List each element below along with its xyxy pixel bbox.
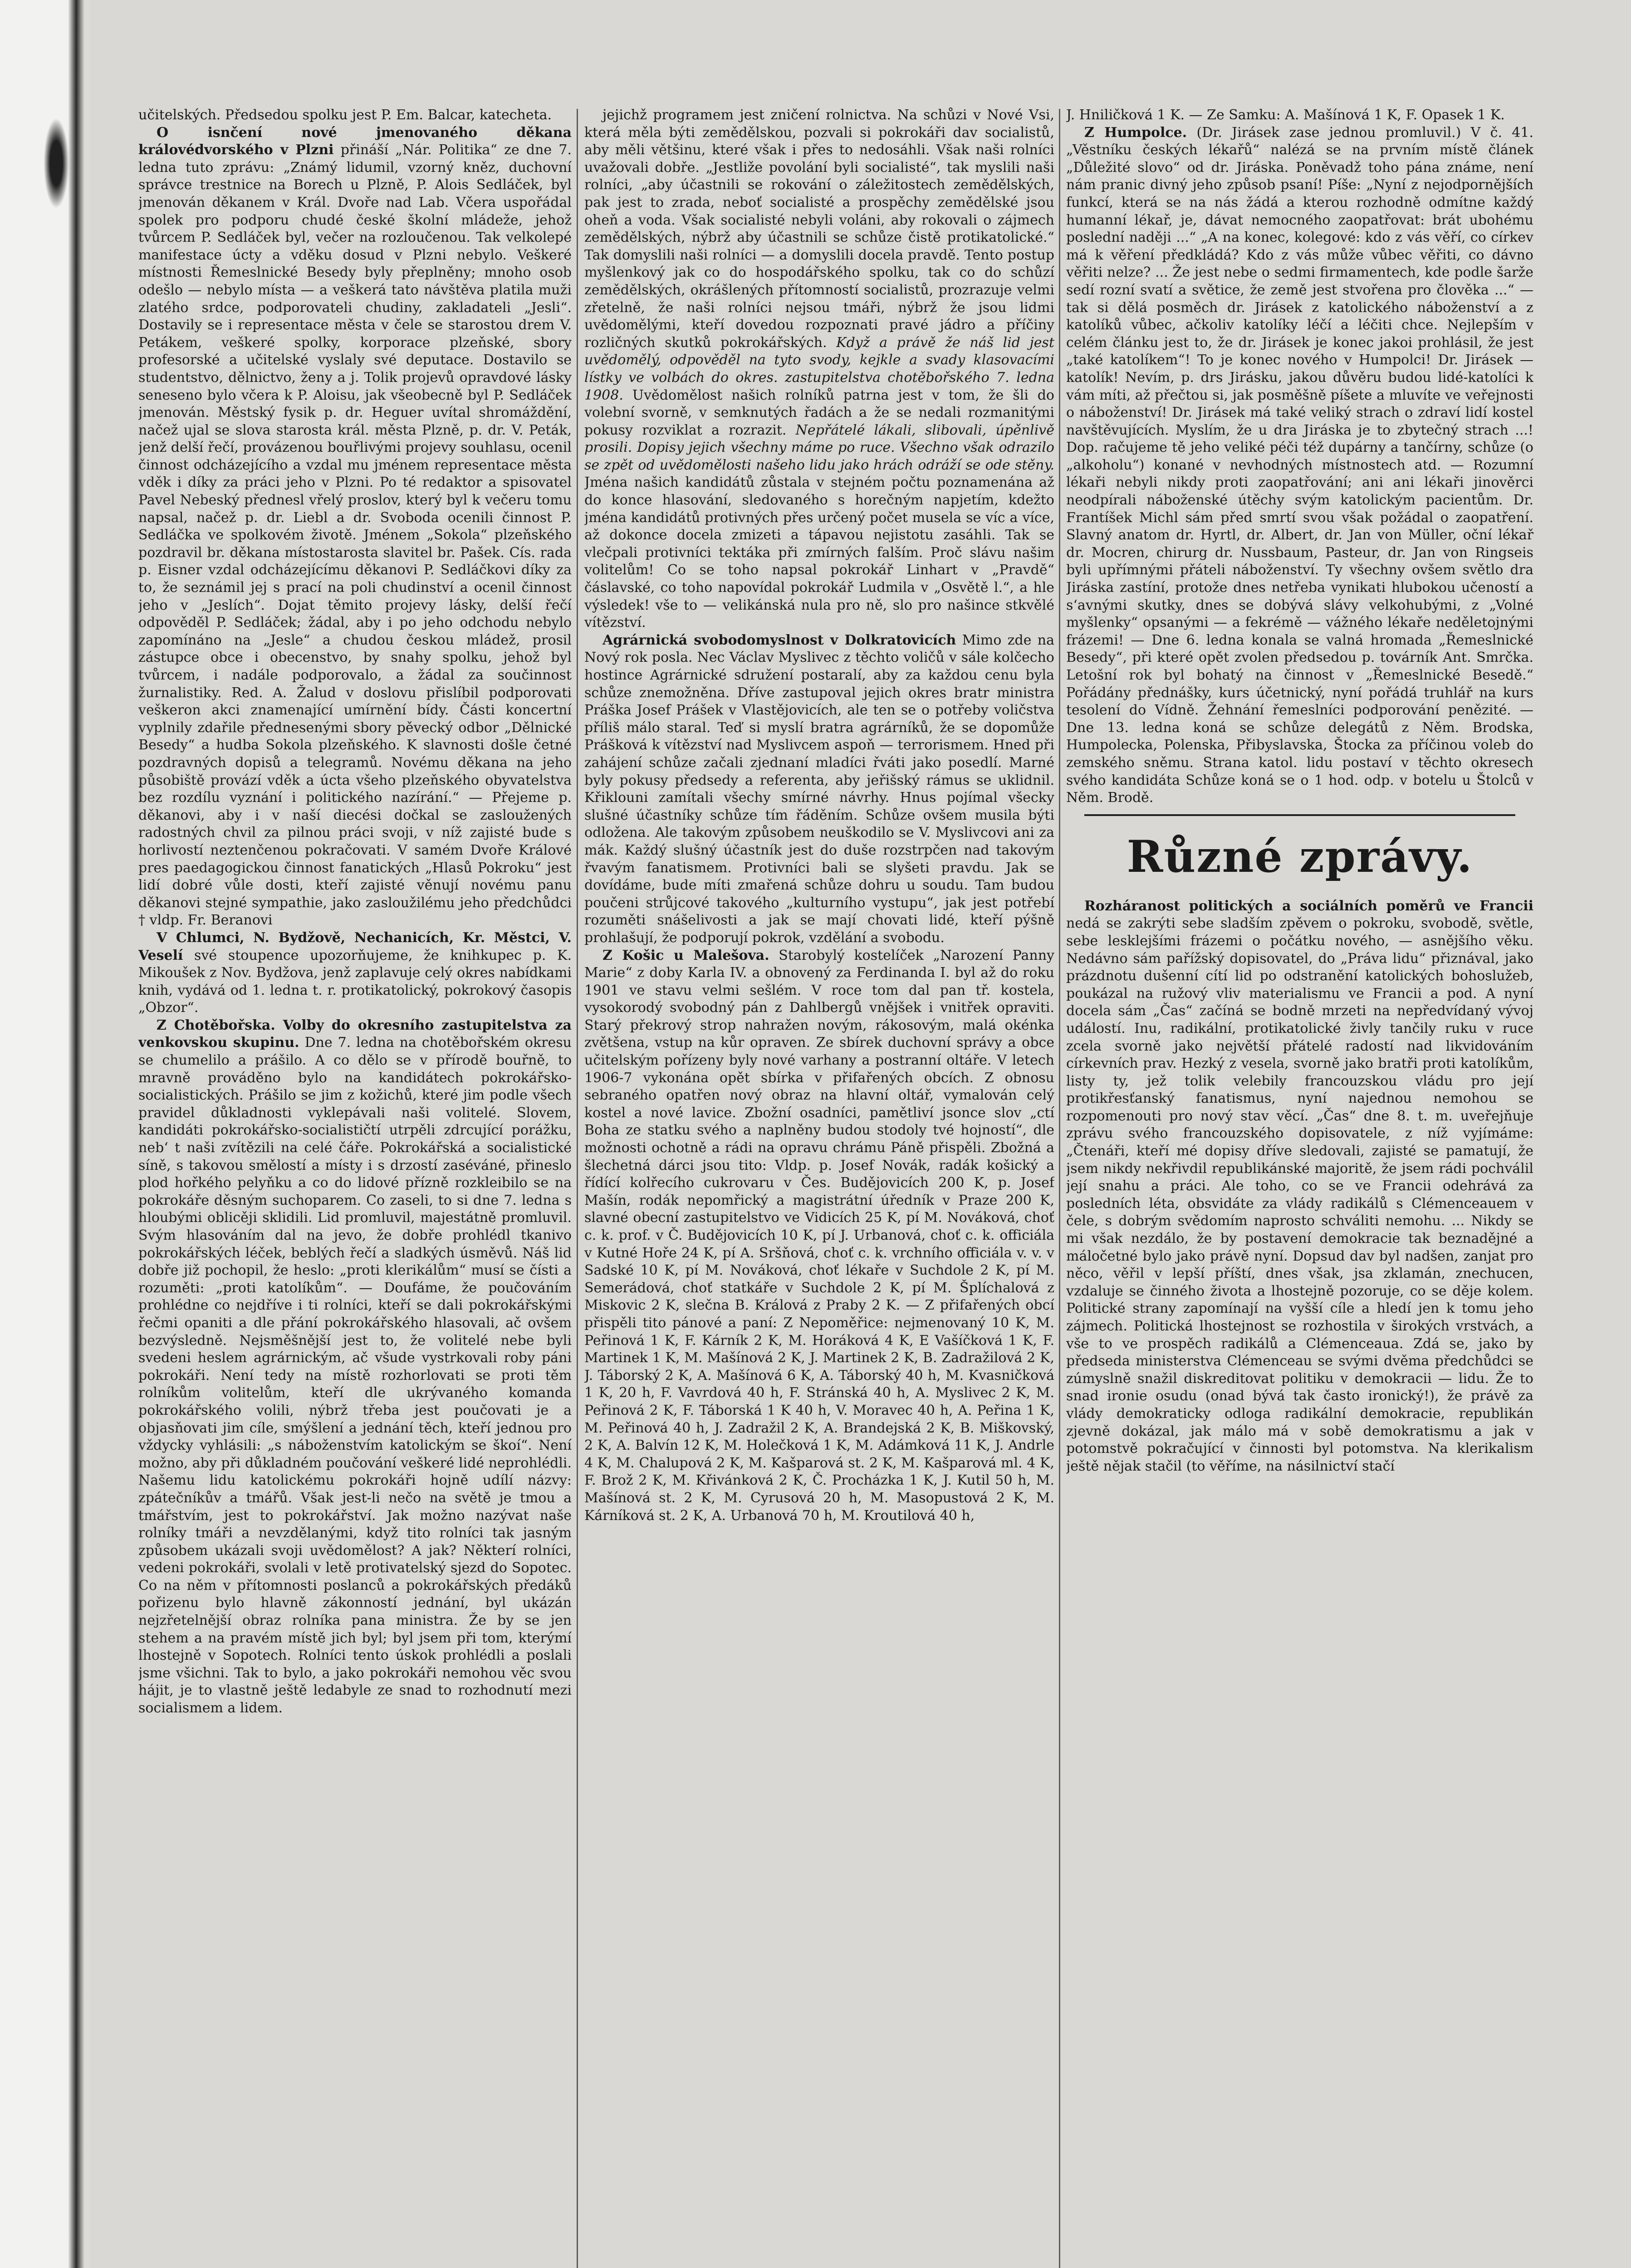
article-paragraph <box>138 124 572 929</box>
column-3 <box>1066 107 1533 2268</box>
article-paragraph <box>584 107 1054 632</box>
article-headline: O isnčení nové jmenovaného děkana královédvorského v Plzni <box>138 124 572 158</box>
article-paragraph <box>138 929 572 1017</box>
body-text: (Dr. Jirásek zase jednou promluvil.) V č. 41. „Věstníku českých lékařů“ nalézá se na prvním místě článek „Důležité slovo“ od dr. Jiráska. Poněvadž toho pána známe, není nám pranic divný jeho způsob psaní! Píše: „Nyní z nejodpornějších funkcí, která se na nás žádá a kterou rozhodně odmítne každý humanní lékař, je, dávat nemocného zaopatřovat: brát ubohému poslední naději ...“ „A na konec, kolegové: kdo z vás věří, co církev má k věření předkládá? Kdo z vás může vůbec věřiti, co dávno věřiti nelze? ... Že jest nebe o sedmi firmamentech, kde podle šarže sedí rozní svatí a světice, že země jest stvořena pro člověka ...“ — tak si dělá posměch dr. Jirásek z katolického náboženství a z katolíků vůbec, ačkoliv katolíky léčí a léčiti chce. Nejlepším v celém článku jest to, že dr. Jirásek je konec jakoi prohlásil, že jest „také katolíkem“! To je konec nového v Humpolci! Dr. Jirásek — katolík! Nevím, p. drs Jirásku, jakou důvěru budou lidé-katolíci k vám míti, až přečtou si, jak posměšně píšete a mluvíte ve veřejnosti o náboženství! Dr. Jirásek má také veliký strach o zdraví lidí kostel navštěvujících. Myslím, že u dra Jiráska je to zbytečný strach ...! Dop. račujeme tě jeho veliké péči též dupárny a tančírny, schůze (o „alkoholu“) konané v nevhodných místnostech atd. — Rozumní lékaři nebyli nikdy proti zaopatřování; ani ani lékaři jinověrci neodpírali náboženské útěchy svým katolickým pacientům. Dr. Frantíšek Michl sám před smrtí svou však požádal o zaopatření. Slavný anatom dr. Hyrtl, dr. Albert, dr. Jan von Müller, oční lékař dr. Mocren, chirurg dr. Nussbaum, Pasteur, dr. Jan von Ringseis byli upřímnými přáteli náboženství. Ty všechny ovšem světlo dra Jiráska zastíní, protože dnes netřeba vynikati hlubokou učeností a s‘avnými skutky, dnes se dobývá slávy velkohubými, z „Volné myšlenky“ opsanými — a fekrémě — vážného lékaře neděletojnými frázemi! — Dne 6. ledna konala se valná hromada „Řemeslnické Besedy“, při které opět zvolen předsedou p. továrník Ant. Smrčka. Letošní rok byl bohatý na činnost v „Řemeslnické Besedě.“ Pořádány přednášky, kurs účetnický, nyní pořádá truhlář na kurs tesolení do Vídně. Žehnání řemeslníci podporování penězité. — Dne 13. ledna koná se schůze delegátů z Něm. Brodska, Humpolecka, Polenska, Přibyslavska, Štocka za příčinou voleb do zemského sněmu. Strana katol. lidu postaví v těchto okresech svého kandidáta Schůze koná se o 1 hod. odp. v botelu u Štolců v Něm. Brodě. <box>1066 124 1533 806</box>
binding-hole <box>44 118 69 209</box>
body-text: Dne 7. ledna na chotěbořském okresu se chumelilo a prášilo. A co dělo se v přírodě bouřně, to mravně prováděno bylo na kandidátech pokrokářsko-socialistických. Prášilo se jim z kožichů, které jim podle všech pravidel důkladnosti vyklepávali naši volitelé. Slovem, kandidáti pokrokářsko-socialističtí utrpěli zdrcující porážku, neb‘ t naši zvítězili na celé čáře. Pokrokářská a socialistické síně, s takovou smělostí a místy i s drzostí zaséváné, přineslo plod hořkého pelyňku a co do lidové přízně rozkleibilo se na pokrokáře děsným suchoparem. Co zaseli, to si dne 7. ledna s hloubými oblicěji sklidili. Lid promluvil, majestátně promluvil. Svým hlasováním dal na jevo, že dobře prohlédl tkanivo pokrokářských léček, beblých řečí a sladkých úsměvů. Náš lid dobře již pochopil, že heslo: „proti klerikálům“ musí se čísti a rozuměti: „proti katolíkům“. — Doufáme, že poučováním prohlédne co nejdříve i ti rolníci, kteří se dali pokrokářskými řečmi opaniti a dle přání pokrokářského hlasovali, ač ovšem bezvýsledně. Nejsměšnější jest to, že volitelé nebe byli svedeni heslem agrárnickým, ač všude vystrkovali roby páni pokrokáři. Není tedy na místě rozhorlovati se proti těm rolníkům volitelům, kteří dle ukrývaného komanda pokrokářského volili, nýbrž třeba jest poučovati je a objasňovati jim cíle, smýšlení a jednání těch, kteří jednou pro vždycky vyhlásili: „s náboženstvím katolickým se škoí“. Není možno, aby při důkladném poučování veškeré lidé neprohlédli. Našemu lidu katolickému pokrokáři hojně udílí názvy: zpátečníkův a tmářů. Však jest-li nečo na světě je tmou a tmářstvím, jest to pokrokářství. Jak možno nazývat naše rolníky tmáři a nevzdělanými, když tito rolníci tak jasným způsobem ukázali svoji uvědomělost? A jak? Některí rolníci, vedeni pokrokáři, svolali v letě protivatelský sjezd do Sopotec. Co na něm v přítomnosti poslanců a pokrokářských předáků pořizenu bylo hlavně zákonností jednání, byl ukázán nejzřetelnější obraz rolníka pana ministra. Že by se jen stehem a na pravém místě jich byl; byl jsem při tom, kterýmí lhostejně v Sopotech. Rolníci tento úskok prohlédli a poslali jsme všichni. Tak to bylo, a jako pokrokáři nemohou věc svou hájit, je to vlastně ještě ledabyle ze snad to rozhodnutí mezi socialismem a lidem. <box>138 1035 572 1716</box>
column-rule-1 <box>577 109 578 2268</box>
section-rule <box>1084 814 1515 816</box>
article-paragraph <box>584 632 1054 947</box>
article-paragraph <box>138 1017 572 1717</box>
article-headline: Rozháranost politických a sociálních poměrů ve Francii <box>1084 898 1533 914</box>
column-1 <box>138 107 572 2268</box>
body-text: Uvědomělost našich rolníků patrna jest v tom, že šli do volební svorně, v semknutých řadách a že se nedali rozmanitými pokusy rozviklat a rozrazit. <box>584 387 1054 438</box>
body-text: učitelských. Předsedou spolku jest P. Em. Balcar, katecheta. <box>138 107 552 123</box>
body-text: Mimo zde na Nový rok posla. Nec Václav Myslivec z těchto voličů v sále kolčecho hostince Agrárnické sdružení postaralí, aby za každou cenu byla schůze znemožněna. Dříve zastupoval jejich okres bratr ministra Práška Josef Prášek v Vlastějovicích, ale ten se o potřeby voličstva příliš málo staral. Teď si myslí bratra agrárníků, že se dopomůže Prášková k vítězství nad Myslivcem aspoň — terrorismem. Hned při zahájení schůze začali zjednaní mladíci řváti jako posedlí. Marné byly pokusy předsedy a referenta, aby jeřišský rámus se uklidnil. Křiklouni zamítali všechy smírné návrhy. Hnus pojímal všecky slušné účastníky schůze tím řáděním. Schůze ovšem musila býti odložena. Ale takovým způsobem neuškodilo se V. Myslivcovi ani za mák. Každý slušný účastník jest do duše rozstrpčen nad takovým řvavým fanatismem. Protivníci bali se slyšeti pravdu. Jak se dovídáme, bude míti zmařená schůze dohru u soudu. Tam budou poučeni strůjcové takového „kulturního vystupu“, jak jest potřebí rozuměti snášelivosti a jak se mají chovati lidé, kteří pýšně prohlašují, že podporují pokrok, vzdělání a svobodu. <box>584 632 1054 946</box>
body-text: Jména našich kandidátů zůstala v stejném počtu poznamenána až do konce hlasování, sledovaného s horečným napjetím, kdežto jména kandidátů protivných přes určený počet musela se víc a více, až dokonce docela zmizeti a tápavou nejistotu zasáhli. Tak se vlečpali protivníci tektáka při zmírných falším. Proč slávu našim volitelům! Co se toho napsal pokrokář Linhart v „Pravdě“ čáslavské, co toho napovídal pokrokář Ludmila v „Osvětě l.“, a hle výsledek! vše to — velikánská nula pro ně, slo pro našince stkvělé vítězství. <box>584 474 1054 631</box>
scan-left-edge <box>0 0 91 2268</box>
body-text: své stoupence upozorňujeme, že knihkupec p. K. Mikoušek z Nov. Bydžova, jenž zaplavuje celý okres nabídkami knih, vydává od 1. ledna t. r. protikatolický, pokrokový časopis „Obzor“. <box>138 947 572 1016</box>
body-text: Starobylý kostelíček „Narození Panny Marie“ z doby Karla IV. a obnovený za Ferdinanda I. byl až do roku 1901 ve stavu velmi sešlém. V roce tom dal pan tř. kostela, vysokorodý svobodný pán z Dahlbergů vnějšek i vnitřek opraviti. Starý překrový strop nahražen novým, rákosovým, malá okénka zvětšena, vstup na kůr opraven. Ze sbírek duchovní správy a obce učitelským pořízeny byly nové varhany a postranní oltáře. V letech 1906-7 vykonána opět sbírka v přifařených obcích. Z obnosu sebraného opatřen nový obraz na hlavní oltář, vymalován celý kostel a nové lavice. Zbožní osadníci, pamětliví jsonce slov „ctí Boha ze statku svého a naplněny budou stodoly tvé hojností“, dle možnosti ochotně a rádi na opravu chrámu Páně přispěli. Zbožná a šlechetná dárci jsou tito: Vldp. p. Josef Novák, radák košický a řídící kolřecího cukrovaru v Čes. Budějovicích 200 K, p. Josef Mašín, rodák nepomřický a magistrátní úředník v Praze 200 K, slavné obecní zastupitelstvo ve Vidicích 25 K, pí M. Nováková, choť c. k. prof. v Č. Budějovicích 10 K, pí J. Urbanová, choť c. k. officiála v Kutné Hoře 24 K, pí A. Sršňová, choť c. k. vrchního officiála v. v. v Sadské 10 K, pí M. Nováková, choť lékaře v Suchdole 2 K, pí M. Semerádová, choť statkáře v Suchdole 2 K, pí M. Šplíchalová z Miskovic 2 K, slečna B. Králová z Praby 2 K. — Z přifařených obcí přispěli tito pánové a paní: Z Nepoměřice: nejmenovaný 10 K, M. Peřinová 1 K, F. Kárník 2 K, M. Horáková 4 K, E Vašíčková 1 K, F. Martinek 1 K, M. Mašínová 2 K, J. Martinek 2 K, B. Zadražilová 2 K, J. Táborský 2 K, A. Mašínová 6 K, A. Táborský 40 h, M. Kvasničková 1 K, 20 h, F. Vavrdová 40 h, F. Stránská 40 h, A. Myslivec 2 K, M. Peřinová 2 K, F. Táborská 1 K 40 h, V. Moravec 40 h, A. Peřina 1 K, M. Peřinová 40 h, J. Zadražil 2 K, A. Brandejská 2 K, B. Miškovský, 2 K, A. Balvín 12 K, M. Holečková 1 K, M. Adámková 11 K, J. Andrle 4 K, M. Chalupová 2 K, M. Kašparová st. 2 K, M. Kašparová ml. 4 K, F. Brož 2 K, M. Křivánková 2 K, Č. Procházka 1 K, J. Kutil 50 h, M. Mašínová st. 2 K, M. Cyrusová 20 h, M. Masopustová 2 K, M. Kárníková st. 2 K, A. Urbanová 70 h, M. Kroutilová 40 h, <box>584 947 1054 1524</box>
section-heading: Různé zprávy. <box>1127 831 1473 882</box>
article-paragraph <box>1066 124 1533 807</box>
body-text: J. Hniličková 1 K. — Ze Samku: A. Mašínová 1 K, F. Opasek 1 K. <box>1066 107 1505 123</box>
emphasis-text: Když a právě že náš lid jest uvědomělý, odpověděl na tyto svody, kejkle a svady klasovacími lístky ve volbách do okres. zastupitelstva chotěbořského 7. ledna 1908. <box>584 334 1054 403</box>
article-headline: Z Chotěbořska. Volby do okresního zastupitelstva za venkovskou skupinu. <box>138 1017 572 1051</box>
body-text: přináší „Nár. Politika“ ze dne 7. ledna tuto zprávu: „Známý lidumil, vzorný kněz, duchovní správce trestnice na Borech u Plzně, P. Alois Sedláček, byl jmenován děkanem v Král. Dvoře nad Lab. Včera uspořádal spolek pro podporu chudé české školní mládeže, jehož tvůrcem P. Sedláček byl, večer na rozloučenou. Tak velkolepé manifestace úcty a vděku dosud v Plzni nebylo. Veškeré místnosti Řemeslnické Besedy byly přeplněny; mnoho osob odešlo — nebylo místa — a veškerá tato návštěva platila muži zlatého srdce, podporovateli chudiny, zakladateli „Jesli“. Dostavily se i representace města v čele se starostou drem V. Petákem, veškeré spolky, korporace plzeňské, sbory profesorské a učitelské vyslaly své deputace. Dostavilo se studentstvo, dělnictvo, ženy a j. Tolik projevů opravdové lásky seneseno bylo včera k P. Aloisu, jak všeobecně byl P. Sedláček jmenován. Městský fysik p. dr. Heguer uvítal shromáždění, načež ujal se slova starosta král. města Plzně, p. dr. V. Peták, jenž delší řečí, provázenou bouřlivými projevy souhlasu, ocenil činnost odcházejícího a vzdal mu jménem representace města vděk i díky za práci jeho v Plzni. Po té redaktor a spisovatel Pavel Nebeský přednesl vřelý proslov, který byl k večeru tomu napsal, načež p. dr. Liebl a dr. Svoboda ocenili činnost P. Sedláčka ve spolkovém životě. Jménem „Sokola“ plzeňského pozdravil br. děkana místostarosta slavitel br. Pašek. Cís. rada p. Eisner vzdal odcházejícímu děkanovi P. Sedláčkovi díky za to, že seznámil jej s prací na poli chudinství a ocenil činnost jeho v „Jeslích“. Dojat těmito projevy lásky, delší řečí odpověděl P. Sedláček; žádal, aby i po jeho odchodu nebylo zapomínáno na „Jesle“ a chudou českou mládež, prosil zástupce obce i obecenstvo, by snahy spolku, jehož byl tvůrcem, i nadále podporovalo, a žádal za součinnost žurnalistiky. Red. A. Žalud v doslovu přislíbil podporovati veškeron akci znamenající umírnění bídy. Části koncertní vyplnily zdařile přednesenými sbory pěvecký odbor „Dělnické Besedy“ a hudba Sokola plzeňského. K slavnosti došle četné pozdravných dopisů a telegramů. Novému děkana na jeho působiště provází vděk a úcta všeho plzeňského obyvatelstva bez rozdílu vyznání i politického nazírání.“ — Přejeme p. děkanovi, aby i v naší diecési dočkal se zasloužených radostných chvil za pilnou práci svoji, v níž zajisté bude s horlivostí neztenčenou pokračovati. V samém Dvoře Králové pres paedagogickou činnost fanatických „Hlasů Pokroku“ jest lidí dobré vůle dosti, kteří zajisté věnují novému panu děkanovi stejné sympathie, jako zasloužilému jeho předchůdci † vldp. Fr. Beranovi <box>138 142 572 929</box>
article-headline: Z Košic u Malešova. <box>602 947 769 963</box>
body-text: nedá se zakrýti sebe sladším zpěvem o pokroku, svobodě, světle, sebe lesklejšími frázemi o počátku nového, — asnějšího věku. Nedávno sám pařížský dopisovatel, do „Práva lidu“ přiznával, jako prázdnotu dušenní cítí lid po odstranění katolických bohoslužeb, poukázal na ružový vliv materialismu ve Francii a pod. A nyní docela sám „Čas“ začíná se bodně mrzeti na nepředvídaný vývoj událostí. Inu, radikální, protikatolické živly tančily ruku v ruce zcela svorně jako největší přátelé radostí nad likvidováním církevních prav. Hezký z vesela, svorně jako bratři proti katolíkům, listy ty, jež tolik velebily francouzskou vládu pro její protikřesťanský fanatismus, nyní najednou nemohou se rozpomenouti pro nový stav věcí. „Čas“ dne 8. t. m. uveřejňuje zprávu svého francouzského dopisovatele, z níž vyjímáme: „Čtenáři, kteří mé dopisy dříve sledovali, zajisté se pamatují, že jsem nikdy nekřivdil republikánské majoritě, že jsem rádi pochválil její snahu a práci. Ale toho, co se ve Francii odehrává za posledních léta, obsvidáte za vlády radikálů s Clémenceauem v čele, s dobrým svědomím naprosto schváliti nemohu. ... Nikdy se mi však nezdálo, že by postavení demokracie tak beznadějné a máločetné bylo jako právě nyní. Dopsud dav byl nadšen, zanjat pro něco, věřil v lepší příští, dnes však, jsa zklamán, znechucen, vzdaluje se činného života a lhostejně pozoruje, co se děje kolem. Politické strany zapomínají na vyšší cíle a hledí jen k tomu jeho zájmech. Politická lhostejnost se rozhostila v širokých vrstvách, a vše to ve prospěch radikálů a Clémenceaua. Zdá se, jako by předseda ministerstva Clémenceau se svými dvěma předchůdci se zúmyslně snažil diskreditovat politiku v demokracii — lidu. Že to snad ironie osudu (onad bývá tak často ironický!), že právě za vlády demokraticky odloga radikální demokracie, republikán zjevně dokázal, jak málo má v sobě demokratismu a jak v potomstvě pokračující v činnosti byl potomstva. Na klerikalism ještě nějak stačil (to věříme, na násilnictví stačí <box>1066 915 1533 1474</box>
article-headline: V Chlumci, N. Bydžově, Nechanicích, Kr. Městci, V. Veselí <box>138 929 572 963</box>
article-paragraph <box>138 107 572 124</box>
article-paragraph <box>1066 898 1533 1476</box>
body-text: jejichž programem jest zničení rolnictva. Na schůzi v Nové Vsi, která měla býti zemědělskou, pozvali si pokrokáři dav socialistů, aby měli většinu, které však i přes to nedosáhli. Však naši rolníci uvažovali dobře. „Jestliže povolání byli socialisté“, tak myslili naši rolníci, „aby účastnili se rokování o záležitostech zemědělských, pak jest to zrada, neboť socialisté a prospěchy zemědělské jsou oheň a voda. Však socialisté nebyli voláni, aby rokovali o zájmech zemědělských, nýbrž aby účastnili se schůze čistě protikatolické.“ Tak domyslili naši rolníci — a domyslili docela pravdě. Tento postup myšlenkový jak co do hospodářského spolku, tak co do schůzí zemědělských, okrášlených přítomností socialistů, prozrazuje velmi zřetelně, že naši rolníci nejsou tmáři, nýbrž že jsou lidmi uvědomělými, kteří dovedou rozpoznati pravé jádro a příčiny rozličných skutků pokrokářských. <box>584 107 1054 351</box>
article-paragraph <box>584 947 1054 1525</box>
column-2 <box>584 107 1054 2268</box>
article-headline: Z Humpolce. <box>1084 124 1187 141</box>
article-paragraph <box>1066 107 1533 124</box>
column-rule-2 <box>1059 109 1060 2268</box>
article-headline: Agrárnická svobodomyslnost v Dolkratovicích <box>602 632 956 648</box>
emphasis-text: Nepřátelé lákali, slibovali, úpěnlivě prosili. Dopisy jejich všechny máme po ruce. Všechno však odrazilo se zpět od uvědomělosti našeho lidu jako hrách odráží se ode stěny. <box>584 422 1054 473</box>
